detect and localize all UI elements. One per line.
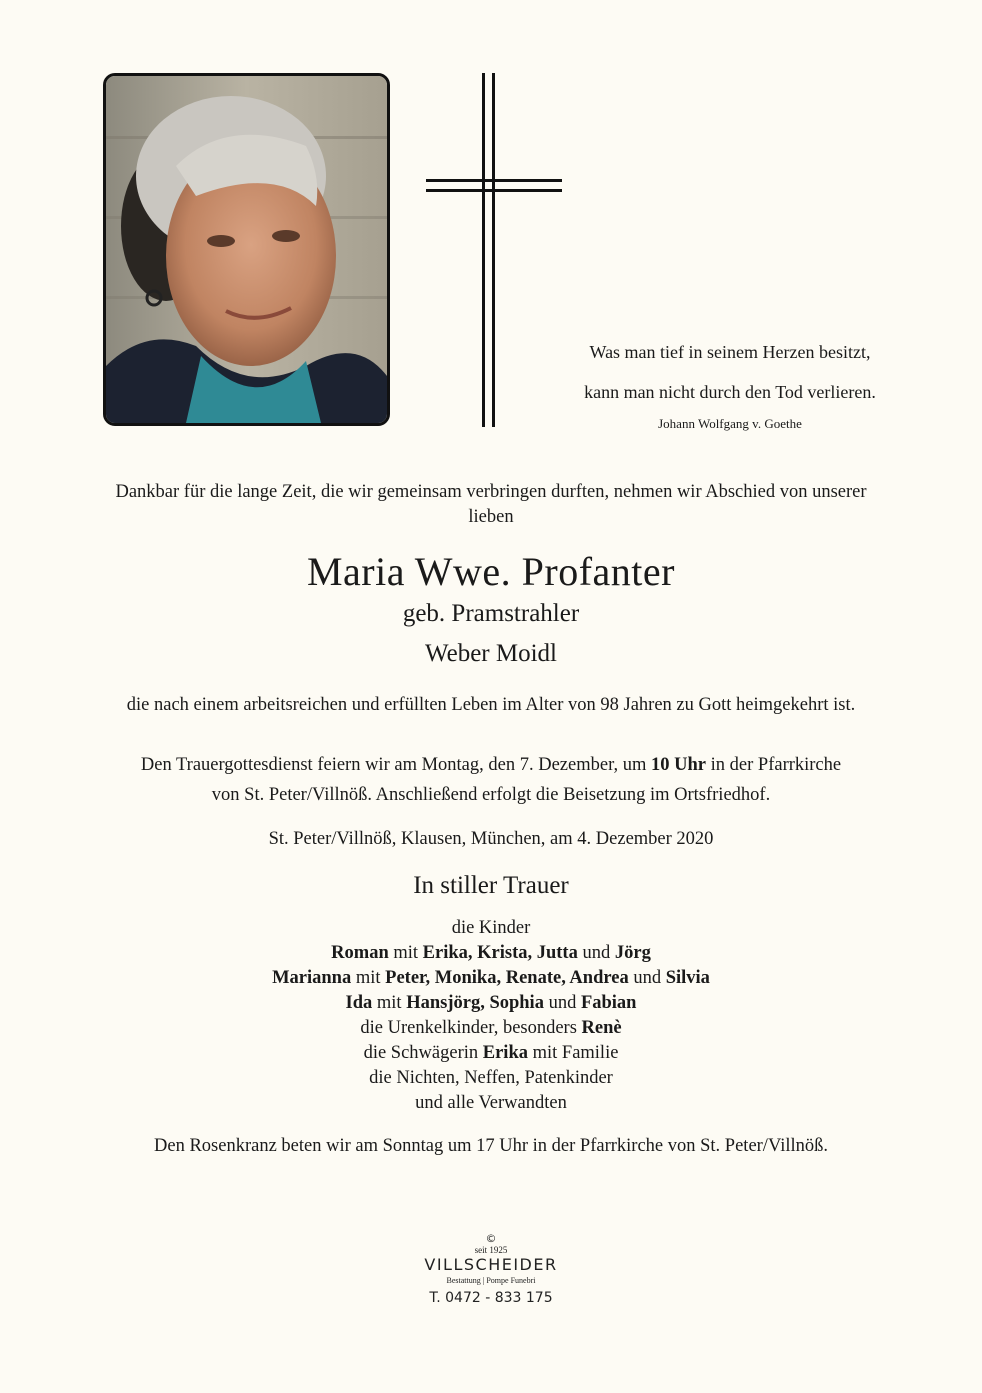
family-name: Hansjörg, Sophia xyxy=(406,993,544,1013)
family-row xyxy=(0,1041,982,1066)
family-connector: und xyxy=(577,943,615,963)
family-row: die Nichten, Neffen, Patenkinder xyxy=(369,1068,613,1088)
family-name: Erika xyxy=(482,1043,528,1063)
copyright-symbol: © xyxy=(485,1232,497,1245)
logo-subtitle: Bestattung | Pompe Funebri xyxy=(446,1276,536,1285)
phone-number: T. 0472 - 833 175 xyxy=(429,1290,553,1306)
family-row xyxy=(0,966,982,991)
family-name: Marianna xyxy=(272,968,352,988)
service-text-a: Den Trauergottesdienst feiern wir am Montag, den 7. Dezember, um xyxy=(140,755,652,775)
family-row: und alle Verwandten xyxy=(415,1093,567,1113)
quote-line-1: Was man tief in seinem Herzen besitzt, xyxy=(589,342,871,362)
family-name: Jörg xyxy=(614,943,651,963)
nickname: Weber Moidl xyxy=(425,640,557,667)
family-name: Renè xyxy=(581,1018,622,1038)
mourning-title: In stiller Trauer xyxy=(413,872,569,899)
family-row xyxy=(0,941,982,966)
family-connector: mit Familie xyxy=(527,1043,619,1063)
service-time: 10 Uhr xyxy=(651,755,707,775)
logo-brand: VILLSCHEIDER xyxy=(424,1255,558,1274)
family-connector: mit xyxy=(388,943,423,963)
funeral-home-logo xyxy=(391,1233,591,1308)
service-text-b: in der Pfarrkirche xyxy=(706,755,842,775)
family-connector: die Urenkelkinder, besonders xyxy=(360,1018,582,1038)
place-date: St. Peter/Villnöß, Klausen, München, am 4. Dezember 2020 xyxy=(268,829,714,849)
service-line-2: von St. Peter/Villnöß. Anschließend erfolgt die Beisetzung im Ortsfriedhof. xyxy=(211,785,771,805)
family-list xyxy=(0,916,982,1116)
family-name: Silvia xyxy=(665,968,710,988)
family-name: Ida xyxy=(345,993,373,1013)
intro-text: Dankbar für die lange Zeit, die wir gemeinsam verbringen durften, nehmen wir Abschied von unserer lieben xyxy=(115,482,867,527)
age-text: die nach einem arbeitsreichen und erfüllten Leben im Alter von 98 Jahren zu Gott heimgekehrt ist. xyxy=(126,695,856,715)
logo-since: seit 1925 xyxy=(474,1245,508,1255)
rosary-text: Den Rosenkranz beten wir am Sonntag um 17 Uhr in der Pfarrkirche von St. Peter/Villnöß. xyxy=(154,1136,828,1156)
goethe-quote xyxy=(560,332,900,432)
family-connector: und xyxy=(543,993,581,1013)
family-kinder: die Kinder xyxy=(451,918,531,938)
portrait-image xyxy=(106,76,387,423)
family-connector: mit xyxy=(351,968,386,988)
family-connector: mit xyxy=(372,993,407,1013)
deceased-name: Maria Wwe. Profanter xyxy=(306,549,675,594)
service-line-1 xyxy=(0,750,982,780)
family-name: Erika, Krista, Jutta xyxy=(422,943,578,963)
service-info xyxy=(0,750,982,810)
family-name: Fabian xyxy=(580,993,637,1013)
cross-icon xyxy=(426,73,562,427)
portrait-photo xyxy=(103,73,390,426)
maiden-name: geb. Pramstrahler xyxy=(402,600,580,627)
quote-line-2: kann man nicht durch den Tod verlieren. xyxy=(584,382,876,402)
family-name: Roman xyxy=(331,943,389,963)
family-row xyxy=(0,991,982,1016)
quote-author: Johann Wolfgang v. Goethe xyxy=(658,416,802,431)
family-connector: und xyxy=(628,968,666,988)
family-connector: die Schwägerin xyxy=(363,1043,483,1063)
family-name: Peter, Monika, Renate, Andrea xyxy=(385,968,629,988)
family-row xyxy=(0,1016,982,1041)
